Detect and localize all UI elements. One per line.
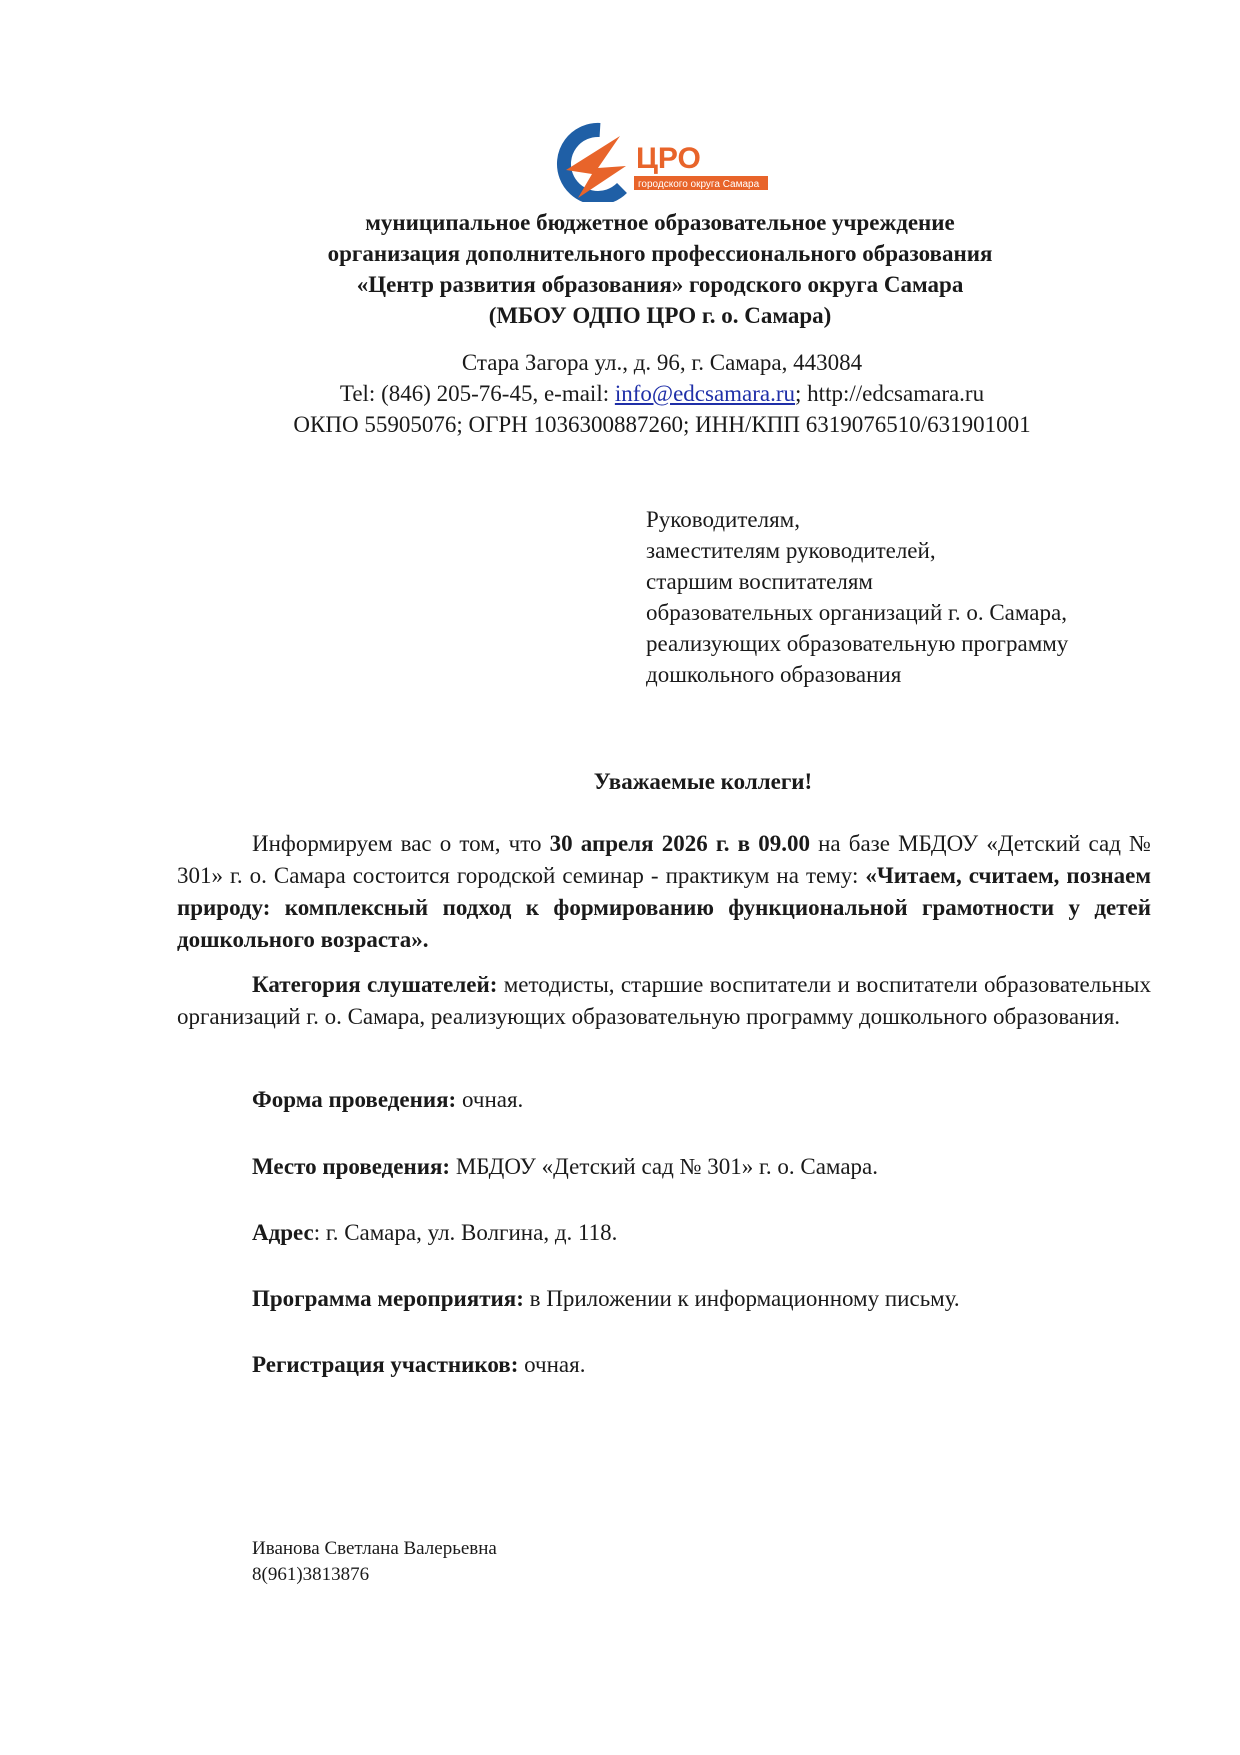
tel-email-line [0,378,1240,409]
place-value: МБДОУ «Детский сад № 301» г. о. Самара. [450,1154,878,1179]
org-line-1: муниципальное бюджетное образовательное учреждение [365,210,955,235]
event-date: 30 апреля 2026 г. в 09.00 [549,831,810,856]
org-line-2: организация дополнительного профессионального образования [327,241,993,266]
addressee-line-4: образовательных организаций г. о. Самара, [646,600,1067,625]
address-line: Стара Загора ул., д. 96, г. Самара, 443084 [461,350,863,375]
program-field [252,1283,960,1314]
address-label: Адрес [252,1220,314,1245]
org-line-4: (МБОУ ОДПО ЦРО г. о. Самара) [488,303,832,328]
place-field [252,1151,878,1182]
addressee-line-3: старшим воспитателям [646,569,873,594]
signer-block [252,1536,497,1588]
signer-name: Иванова Светлана Валерьевна [252,1538,497,1559]
addressee-block [646,504,1166,690]
registration-value: очная. [518,1352,586,1377]
address-value: : г. Самара, ул. Волгина, д. 118. [313,1220,618,1245]
audience-text: методисты, старшие воспитатели и воспитатели образовательных организаций г. о. Самара, реализующих образовательную программу дошкольного образования. [177,972,1151,1029]
addressee-line-1: Руководителям, [646,507,800,532]
tel-text: Tel: (846) 205-76-45, e-mail: [339,381,615,406]
greeting: Уважаемые коллеги! [593,769,813,794]
org-line-3: «Центр развития образования» городского округа Самара [356,272,964,297]
registration-field [252,1349,585,1380]
addressee-line-6: дошкольного образования [646,662,902,687]
address-field [252,1217,617,1248]
form-label: Форма проведения: [252,1087,457,1112]
logo-text: ЦРО [636,142,701,175]
form-value: очная. [456,1087,524,1112]
site-text: ; http://edcsamara.ru [795,381,985,406]
addressee-line-5: реализующих образовательную программу [646,631,1069,656]
addressee-line-2: заместителям руководителей, [646,538,936,563]
form-field [252,1084,523,1115]
seminar-topic: «Читаем, считаем, познаем природу: комплексный подход к формированию функциональной грамотности у детей дошкольного возраста». [177,863,1152,952]
contacts-block [0,347,1240,440]
program-value: в Приложении к информационному письму. [523,1286,960,1311]
announcement-paragraph [177,828,1151,956]
email-link[interactable]: info@edcsamara.ru [614,381,796,406]
logo-subtitle: городского округа Самара [638,179,760,190]
registry-line: ОКПО 55905076; ОГРН 1036300887260; ИНН/КПП 6319076510/631901001 [293,412,1031,437]
program-label: Программа мероприятия: [252,1286,524,1311]
audience-paragraph [177,969,1151,1033]
announcement-intro: Информируем вас о том, что [252,831,550,856]
organization-header [0,207,1240,331]
place-label: Место проведения: [252,1154,451,1179]
registration-label: Регистрация участников: [252,1352,519,1377]
organization-logo [548,122,780,202]
audience-label: Категория слушателей: [252,972,498,997]
announcement-venue: на базе МБДОУ «Детский сад № 301» г. о. Самара состоится городской семинар - практикум на тему: [177,831,1151,888]
signer-phone: 8(961)3813876 [252,1564,370,1585]
cro-logo-icon [548,122,780,202]
